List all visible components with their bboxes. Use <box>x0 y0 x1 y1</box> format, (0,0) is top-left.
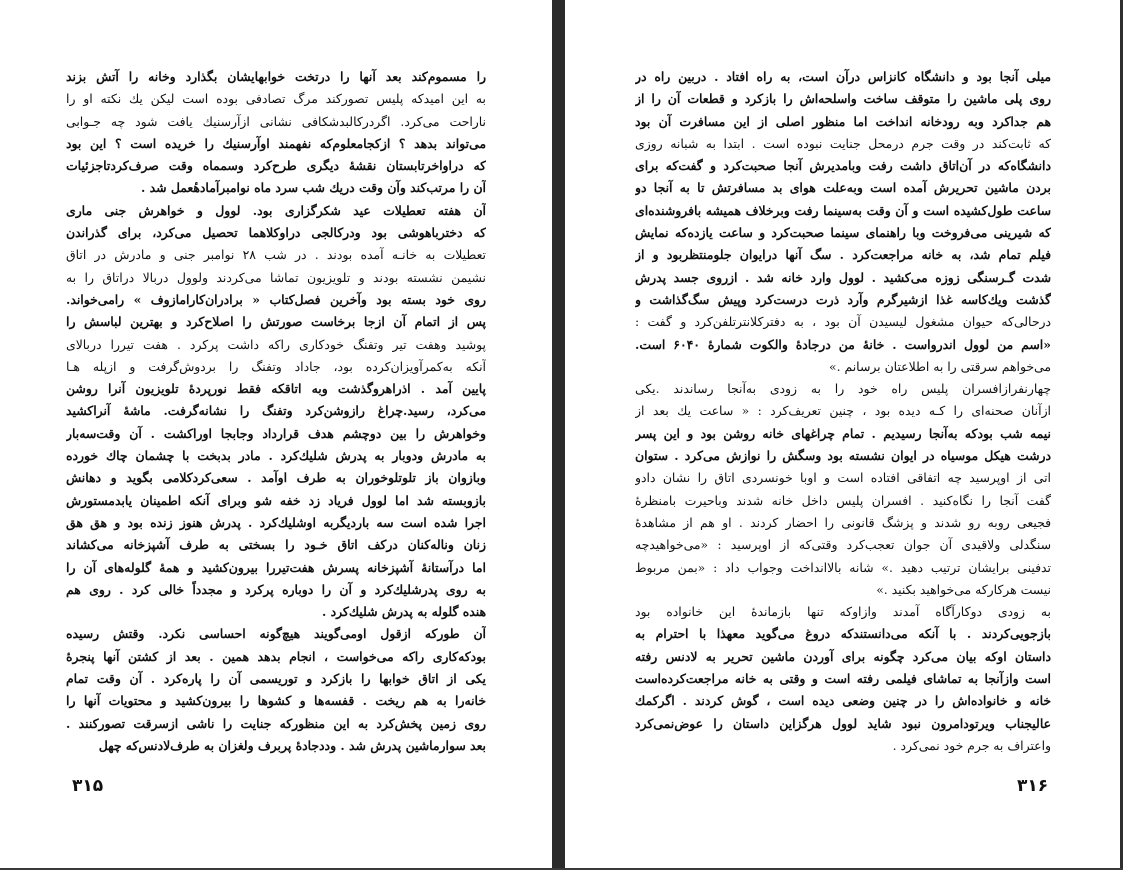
text-line: می‌خواهم سرقتی را به اطلاعتان برسانم .» <box>829 358 1051 374</box>
text-line: که ثابت‌کند در وقت جرم درمحل جنایت نبوده است . ابتدا به شبانه روزی <box>635 135 1051 151</box>
text-line: بعد سوارماشین پدرش شد . وددجادهٔ پربرف ولغزان به طرف‌لادنس‌که چهل <box>98 737 486 753</box>
text-line: آن هفته تعطیلات عید شکرگزاری بود. لوول و خواهرش جنی ماری <box>66 202 486 218</box>
text-line: که شیرینی می‌فروخت وبا راهنمای سینما صحبت‌کرد و ساعت یازده‌که نمایش <box>635 225 1051 241</box>
text-line: تعطیلات به خانـه آمده بودند . در شب ۲۸ نوامبر جنی و مادرش در اتاق <box>66 247 486 263</box>
text-line: نشیمن نشسته بودند و تلویزیون تماشا می‌کردند ولوول دربالا دراتاق را به <box>66 269 486 285</box>
text-line: که دراواخرتابستان نقشهٔ دیگری طرح‌کرد وسمماه وقت صرف‌کردتاجزئیات <box>66 158 486 174</box>
text-line: هم جداکرد وبه رودخانه انداخت اما منظور اصلی از این مسافرت آن بود <box>635 113 1051 129</box>
text-line: چهارنفرازافسران پلیس راه خود را به زودی به‌آنجا رساندند .یکی <box>635 381 1051 397</box>
text-line: اما درآستانهٔ آشپزخانه پسرش هفت‌تیررا بیرون‌کشید و همهٔ گلوله‌های آن را <box>66 559 486 575</box>
text-line: دانشگاه‌که در آن‌اتاق داشت رفت وبامدیرش آنجا صحبت‌کرد و گفت‌که برای <box>635 158 1051 174</box>
text-line: زنان وناله‌کنان درکف اتاق خـود را بسختی به طرف آشپزخانه می‌کشاند <box>66 537 486 553</box>
text-line: پوشید وهفت تیر وتفنگ خودکاری راکه داشت پرکرد . هفت تیررا دربالای <box>66 336 486 352</box>
text-line: به این امیدکه پلیس تصورکند مرگ تصادفی بوده است لیکن یك نکته او را <box>66 91 486 107</box>
text-line: ساعت طول‌کشیده است و آن وقت به‌سینما رفت وبرخلاف همیشه بافروشنده‌ای <box>635 202 1051 218</box>
text-line: بازجویی‌کردند . با آنکه می‌دانستندکه دروغ می‌گوید معهذا با احترام به <box>635 626 1051 642</box>
text-line: پس از اتمام آن ازجا برخاست صورتش را اصلاح‌کرد و بهترین لباسش را <box>66 314 486 330</box>
text-line: بازوبسته شد اما لوول فریاد زد خفه شو وبرای آنکه اطمینان یابدمستورش <box>66 492 486 508</box>
text-line: گفت آنجا را نگاه‌کنید . افسران پلیس داخل خانه شدند وباحیرت بامنظرهٔ <box>635 492 1051 508</box>
text-line: اتی از اوپرسید چه اتفاقی افتاده است و اوبا خونسردی اتاق را نشان دادو <box>635 470 1051 486</box>
text-line: به مادرش ودوبار به پدرش شلیك‌کرد . مادر بدبخت با چشمان چاك خورده <box>66 448 486 464</box>
text-line: روی زمین پخش‌کرد به این منظورکه جنایت را ناشی ازسرقت تصورکنند . <box>66 715 486 731</box>
text-line: نیست هرکارکه می‌خواهید بکنید .» <box>876 581 1051 597</box>
right-page <box>565 0 1123 870</box>
book-gutter <box>552 0 565 870</box>
text-line: داستان اوکه بیان می‌کرد چگونه برای آوردن ماشین تحریر به لادنس رفته <box>635 648 1051 664</box>
right-page-text-column <box>635 66 1051 757</box>
text-line: فجیعی روبه رو شدند و پزشگ قانونی را احضار کردند . او هم از مشاهدهٔ <box>635 514 1051 530</box>
text-line: آن را مرتب‌کند وآن وقت دریك شب سرد ماه نوامبرآمادهٔعمل شد . <box>141 180 486 196</box>
text-line: به روی پدرشلیك‌کرد و آن را دوباره پرکرد و مجدداً خالی کرد . روی هم <box>66 581 486 597</box>
text-line: وخواهرش را بین دوچشم هدف قرارداد وجابجا اوراکشت . آن وقت‌سه‌بار <box>66 425 486 441</box>
text-line: درحالی‌که حیوان مشغول لیسیدن آن بود ، به دفترکلانترتلفن‌کرد و گفت : <box>635 314 1051 330</box>
text-line: میلی آنجا بود و دانشگاه کانزاس درآن است، به راه افتاد . دربین راه در <box>635 69 1051 84</box>
text-line: را مسموم‌کند بعد آنها را درتخت خوابهایشان بگذارد وخانه را آتش بزند <box>66 69 486 84</box>
text-line: عالیجناب ویرتودامرون نبود شاید لوول هرگزاین داستان را عوض‌نمی‌کرد <box>635 715 1051 731</box>
text-line: به زودی دوکارآگاه آمدند وازاوکه تنها بازماندهٔ این خانواده بود <box>635 604 1051 620</box>
text-line: هنده گلوله به پدرش شلیك‌کرد . <box>321 604 486 620</box>
text-line: شدت گـرسنگی زوزه می‌کشید . لوول وارد خانه شد . ازروی جسد پدرش <box>635 269 1051 285</box>
text-line: فیلم تمام شد، به خانه مراجعت‌کرد . سگ آنها درایوان جلومنتظربود و از <box>635 247 1051 263</box>
text-line: روی پلی ماشین را متوقف ساخت واسلحه‌اش را بازکرد و قطعات آن را از <box>635 91 1051 107</box>
text-line: می‌کرد، رسید.چراغ رازوشن‌کرد وتفنگ را نشانه‌گرفت. ماشهٔ آنراکشید <box>66 403 486 419</box>
text-line: خانه و خانواده‌اش را در چنین وضعی دیده است ، گوش کردند . اگرکمك <box>635 693 1051 709</box>
text-line: است وازآنجا به تماشای فیلمی رفته است و وقتی به خانه مراجعت‌کرده‌است <box>635 671 1051 687</box>
text-line: می‌تواند بدهد ؟ ازکجامعلوم‌که نفهمند اوآرسنیك را خریده است ؟ این بود <box>66 135 486 151</box>
text-line: اجرا شده است سه باردیگربه اوشلیك‌کرد . پدرش هنوز زنده بود و هق هق <box>66 514 486 530</box>
text-line: آنکه به‌کمرآویزان‌کرده بود، جاداد وتفنگ را بردوش‌گرفت و ازپله هـا <box>66 358 486 374</box>
text-line: نیمه شب بودکه به‌آنجا رسیدیم . تمام چراغهای خانه روشن بود و این پسر <box>635 425 1051 441</box>
text-line: بردن ماشین تحریرش آمده است وبه‌علت هوای بد مسافرتش تا به آنجا دو <box>635 180 1051 196</box>
text-line: ناراحت می‌کرد. اگردرکالبدشکافی نشانی ازآرسنیك یافت شود چه جـوابی <box>66 113 486 129</box>
text-line: پایین آمد . اذراهروگذشت وبه اتاقکه فقط نورپردهٔ تلویزیون آنرا روشن <box>66 381 486 397</box>
left-page-text-column <box>66 66 486 757</box>
text-line: یکی از اتاق خوابها را بازکرد و توریسمی آن را پاره‌کرد . آن وقت تمام <box>66 671 486 687</box>
text-line: روی خود بسته بود وآخرین فصل‌کتاب « برادران‌کارامازوف » رامی‌خواند. <box>66 291 486 307</box>
text-line: سنگدلی ولاقیدی آن جوان تعجب‌کرد وقتی‌که از اوپرسید : «می‌خواهیدچه <box>635 537 1051 553</box>
text-line: وبازوان باز تلوتلوخوران به طرف اوآمد . سعی‌کردکلامی بگوید و دهانش <box>66 470 486 486</box>
left-page <box>0 0 552 870</box>
right-page-number: ۳۱۶ <box>1017 776 1049 796</box>
text-line: تدفینی برایشان ترتیب دهید .» شانه بالاانداخت وجواب داد : «بمن مربوط <box>635 559 1051 575</box>
text-line: بودکه‌کاری راکه می‌خواست ، انجام بدهد همین . بعد از کشتن آنها پنجرهٔ <box>66 648 486 664</box>
text-line: خانه‌را به هم ریخت . قفسه‌ها و کشوها را بیرون‌کشید و محتویات آنها را <box>66 693 486 709</box>
text-line: واعتراف به جرم خود نمی‌کرد . <box>892 737 1051 753</box>
text-line: گذشت ویك‌کاسه غذا ازشیرگرم وآرد ذرت درست‌کرد وپیش سگ‌گذاشت و <box>635 291 1051 307</box>
text-line: درشت هیکل موسیاه در ایوان نشسته بود وسگش را نوازش می‌کرد . ستوان <box>635 448 1051 464</box>
text-line: آن طورکه ازقول اومی‌گویند هیچ‌گونه احساسی نکرد. وقتش رسیده <box>66 626 486 642</box>
text-line: ازآنان صحنه‌ای را کـه دیده بود ، چنین تعریف‌کرد : « ساعت یك بعد از <box>635 403 1051 419</box>
left-page-number: ۳۱۵ <box>72 776 104 796</box>
text-line: «اسم من لوول اندرواست . خانهٔ من درجادهٔ والکوت شمارهٔ ۶۰۴۰ است. <box>635 336 1051 352</box>
text-line: که دخترباهوشی بود ودرکالجی دراوکلاهما تحصیل می‌کرد، برای گذراندن <box>66 225 486 241</box>
